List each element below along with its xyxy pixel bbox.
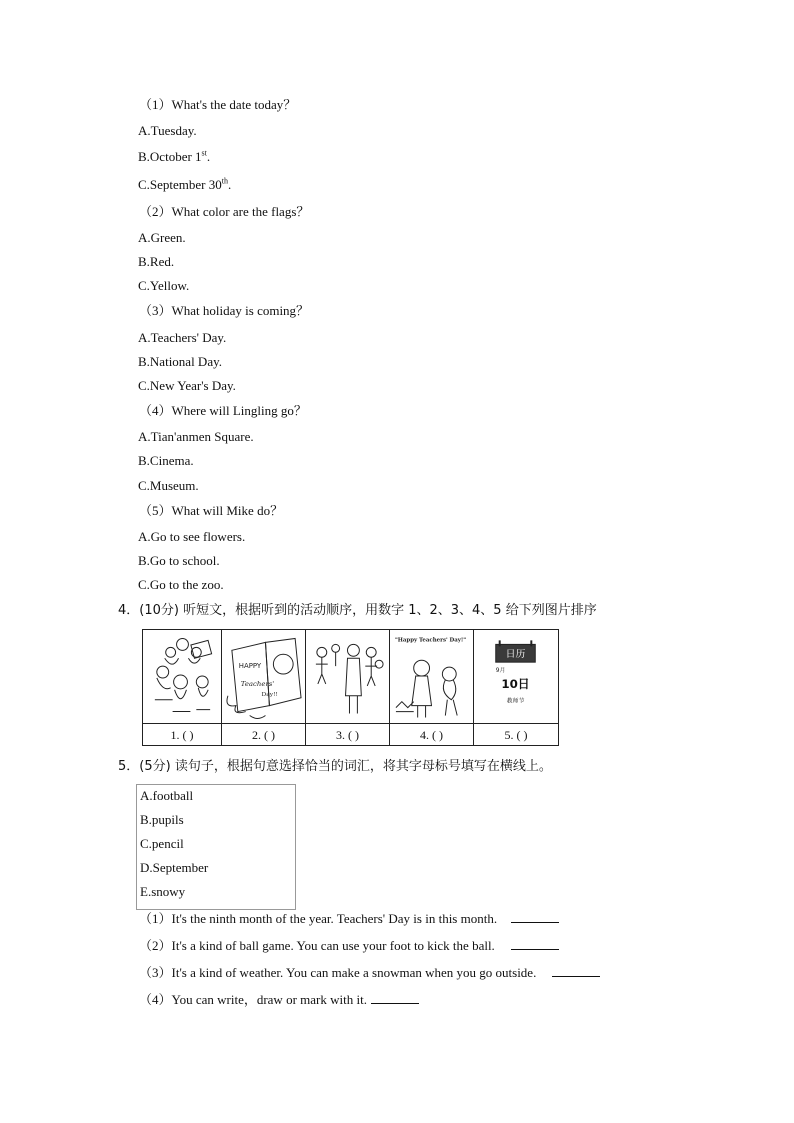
- picture-2-card: [222, 630, 306, 723]
- question-5: （5）What will Mike do？: [139, 503, 284, 518]
- option-2a: A.Green.: [138, 230, 186, 245]
- option-2b: B.Red.: [138, 254, 175, 269]
- label-2: 2. ( ): [222, 723, 306, 746]
- calendar-header: 日历: [505, 649, 526, 661]
- label-3: 3. ( ): [306, 723, 390, 746]
- calendar-day: 10日: [501, 676, 530, 691]
- sentence-4: （4）You can write，draw or mark with it.: [139, 992, 419, 1008]
- option-5a: A.Go to see flowers.: [138, 529, 246, 544]
- picture-5-calendar: [474, 630, 559, 723]
- calendar-caption: 教师节: [506, 698, 525, 705]
- question-4: （4）Where will Lingling go？: [139, 403, 307, 418]
- option-3a: A.Teachers' Day.: [138, 330, 227, 345]
- calendar-month: 9月: [495, 668, 506, 675]
- option-3b: B.National Day.: [138, 354, 222, 369]
- option-1b: B.October 1st.: [138, 148, 211, 164]
- option-3c: C.New Year's Day.: [138, 378, 236, 393]
- sentence-2: （2）It's a kind of ball game. You can use your foot to kick the ball.: [139, 938, 559, 954]
- section-4-title: 4．(10分) 听短文，根据听到的活动顺序，用数字 1、2、3、4、5 给下列图片排序: [118, 603, 597, 618]
- picture-4-greeting: [390, 630, 474, 723]
- word-e: E.snowy: [140, 884, 186, 899]
- label-1: 1. ( ): [143, 723, 222, 746]
- word-b: B.pupils: [140, 812, 184, 827]
- card-text-day: Day!!: [261, 691, 278, 698]
- greeting-text: "Happy Teachers' Day!": [394, 637, 467, 644]
- answer-blank-2[interactable]: [511, 938, 559, 950]
- word-c: C.pencil: [140, 836, 184, 851]
- card-text-teachers: Teachers': [240, 679, 275, 688]
- option-1a: A.Tuesday.: [138, 123, 197, 138]
- sentence-3: （3）It's a kind of weather. You can make a snowman when you go outside.: [139, 965, 600, 981]
- option-4c: C.Museum.: [138, 478, 199, 493]
- word-d: D.September: [140, 860, 209, 875]
- answer-blank-1[interactable]: [511, 911, 559, 923]
- option-5b: B.Go to school.: [138, 553, 220, 568]
- option-4a: A.Tian'anmen Square.: [138, 429, 254, 444]
- section-5-title: 5．(5分) 读句子，根据句意选择恰当的词汇，将其字母标号填写在横线上。: [118, 759, 552, 774]
- answer-blank-3[interactable]: [552, 965, 600, 977]
- answer-blank-4[interactable]: [371, 992, 419, 1004]
- sentence-1: （1）It's the ninth month of the year. Teachers' Day is in this month.: [139, 911, 559, 927]
- option-2c: C.Yellow.: [138, 278, 190, 293]
- question-3: （3）What holiday is coming？: [139, 303, 310, 318]
- word-bank: [136, 784, 296, 910]
- option-5c: C.Go to the zoo.: [138, 577, 224, 592]
- question-1: （1）What's the date today？: [139, 97, 297, 112]
- picture-ordering-table: [142, 629, 559, 746]
- word-a: A.football: [140, 788, 194, 803]
- label-4: 4. ( ): [390, 723, 474, 746]
- option-4b: B.Cinema.: [138, 453, 194, 468]
- question-2: （2）What color are the flags？: [139, 204, 310, 219]
- option-1c: C.September 30th.: [138, 176, 232, 192]
- picture-1-children: [143, 630, 222, 723]
- label-5: 5. ( ): [474, 723, 558, 746]
- card-text-happy: HAPPY: [238, 662, 262, 671]
- picture-3-standing-figures: [306, 630, 390, 723]
